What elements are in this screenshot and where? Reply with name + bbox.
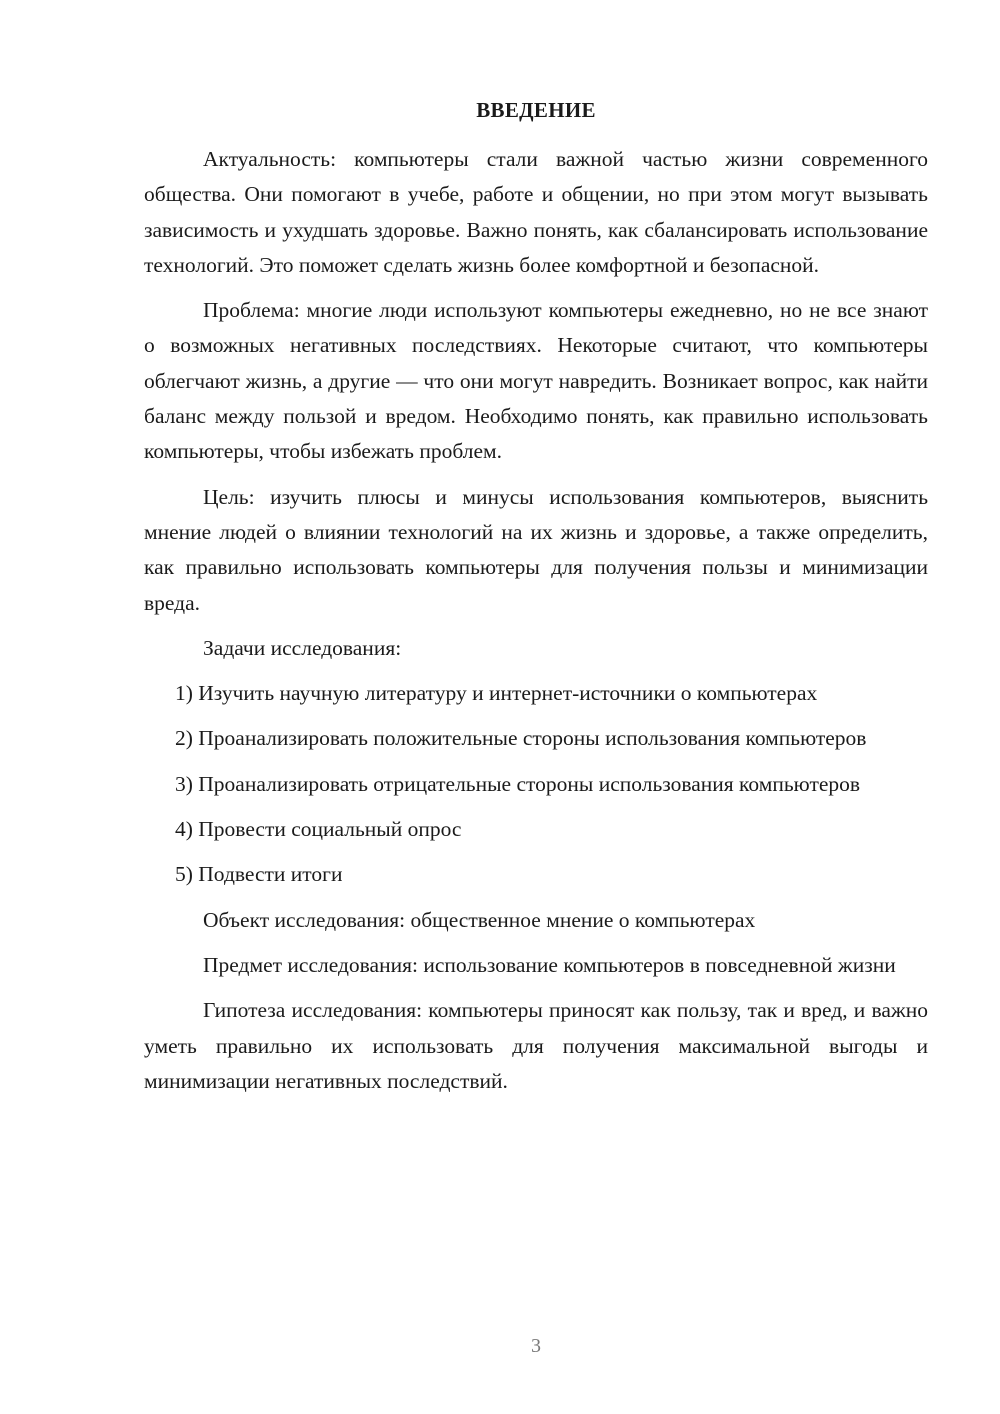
- task-item-2: 2) Проанализировать положительные стороны использования компьютеров: [175, 726, 867, 751]
- tasks-heading: Задачи исследования:: [203, 635, 402, 660]
- task-item-1: 1) Изучить научную литературу и интернет-источники о компьютерах: [175, 681, 818, 706]
- paragraph-relevance: Актуальность: компьютеры стали важной частью жизни современного общества. Они помогают в учебе, работе и общении, но при этом могут вызывать зависимость и ухудшать здоровье. Важно понять, как сбалансировать использование технологий. Это поможет сделать жизнь более комфортной и безопасной.: [144, 147, 928, 277]
- section-title: ВВЕДЕНИЕ: [476, 98, 596, 122]
- paragraph-subject: Предмет исследования: использование компьютеров в повседневной жизни: [203, 952, 896, 977]
- body-text: [144, 142, 928, 1109]
- paragraph-problem: Проблема: многие люди используют компьютеры ежедневно, но не все знают о возможных негативных последствиях. Некоторые считают, что компьютеры облегчают жизнь, а другие — что они могут навредить. Возникает вопрос, как найти баланс между пользой и вредом. Необходимо понять, как правильно использовать компьютеры, чтобы избежать проблем.: [144, 298, 928, 464]
- paragraph-hypothesis: Гипотеза исследования: компьютеры приносят как пользу, так и вред, и важно уметь правильно их использовать для получения максимальной выгоды и минимизации негативных последствий.: [144, 998, 928, 1093]
- task-item-4: 4) Провести социальный опрос: [175, 817, 462, 842]
- paragraph-goal: Цель: изучить плюсы и минусы использования компьютеров, выяснить мнение людей о влиянии технологий на их жизнь и здоровье, а также определить, как правильно использовать компьютеры для получения пользы и минимизации вреда.: [144, 484, 928, 615]
- task-item-5: 5) Подвести итоги: [175, 862, 343, 887]
- task-item-3: 3) Проанализировать отрицательные стороны использования компьютеров: [175, 771, 861, 796]
- page-number: 3: [531, 1335, 541, 1357]
- paragraph-object: Объект исследования: общественное мнение о компьютерах: [203, 907, 756, 932]
